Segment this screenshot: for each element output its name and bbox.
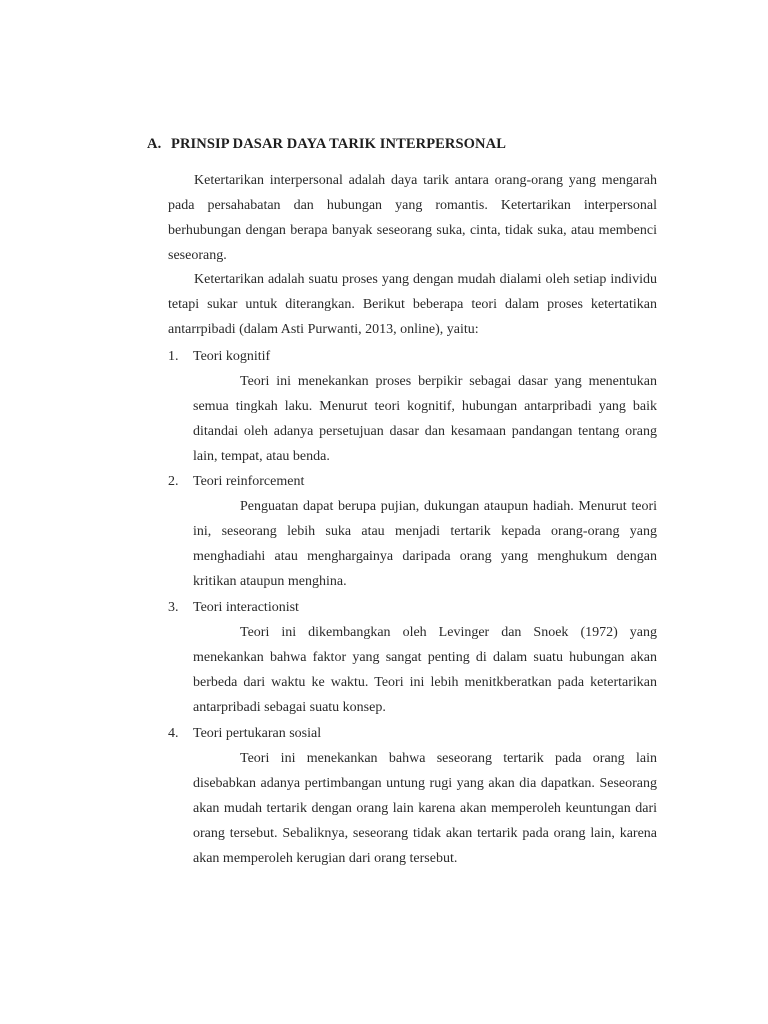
theory-title: Teori kognitif bbox=[193, 349, 271, 364]
section-letter: A. bbox=[147, 136, 162, 152]
section-heading bbox=[147, 136, 506, 153]
intro-paragraph: Ketertarikan interpersonal adalah daya tarik antara orang-orang yang mengarah pada persahabatan dan hubungan yang romantis. Ketertarikan interpersonal berhubungan dengan berapa banyak seseorang suka, cinta, tidak suka, atau membenci seseorang. bbox=[168, 173, 657, 263]
theory-title: Teori pertukaran sosial bbox=[193, 726, 322, 741]
section-title: PRINSIP DASAR DAYA TARIK INTERPERSONAL bbox=[171, 136, 506, 152]
list-number: 3. bbox=[168, 600, 179, 615]
theory-description: Teori ini dikembangkan oleh Levinger dan Snoek (1972) yang menekankan bahwa faktor yang sangat penting di dalam suatu hubungan akan berbeda dari waktu ke waktu. Teori ini lebih menitkberatkan pada ketertarikan antarpribadi sebagai suatu konsep. bbox=[193, 625, 657, 715]
theory-title: Teori interactionist bbox=[193, 600, 299, 615]
theory-description: Teori ini menekankan bahwa seseorang tertarik pada orang lain disebabkan adanya pertimbangan untung rugi yang akan dia dapatkan. Seseorang akan mudah tertarik dengan orang lain karena akan memperoleh keuntungan dari orang tersebut. Sebaliknya, seseorang tidak akan tertarik pada orang lain, karena akan memperoleh kerugian dari orang tersebut. bbox=[193, 751, 657, 866]
theory-description: Penguatan dapat berupa pujian, dukungan ataupun hadiah. Menurut teori ini, seseorang lebih suka atau menjadi tertarik kepada orang-orang yang menghadiahi atau menghargainya daripada orang yang menghukum dengan kritikan ataupun menghina. bbox=[193, 499, 657, 589]
theory-title: Teori reinforcement bbox=[193, 474, 305, 489]
list-number: 4. bbox=[168, 726, 179, 741]
list-number: 1. bbox=[168, 349, 179, 364]
list-number: 2. bbox=[168, 474, 179, 489]
theories-intro-paragraph: Ketertarikan adalah suatu proses yang dengan mudah dialami oleh setiap individu tetapi sukar untuk diterangkan. Berikut beberapa teori dalam proses ketertatikan antarrpibadi (dalam Asti Purwanti, 2013, online), yaitu: bbox=[168, 272, 657, 337]
theory-description: Teori ini menekankan proses berpikir sebagai dasar yang menentukan semua tingkah laku. Menurut teori kognitif, hubungan antarpribadi yang baik ditandai oleh adanya persetujuan dasar dan kesamaan pandangan tentang orang lain, tempat, atau benda. bbox=[193, 374, 657, 464]
